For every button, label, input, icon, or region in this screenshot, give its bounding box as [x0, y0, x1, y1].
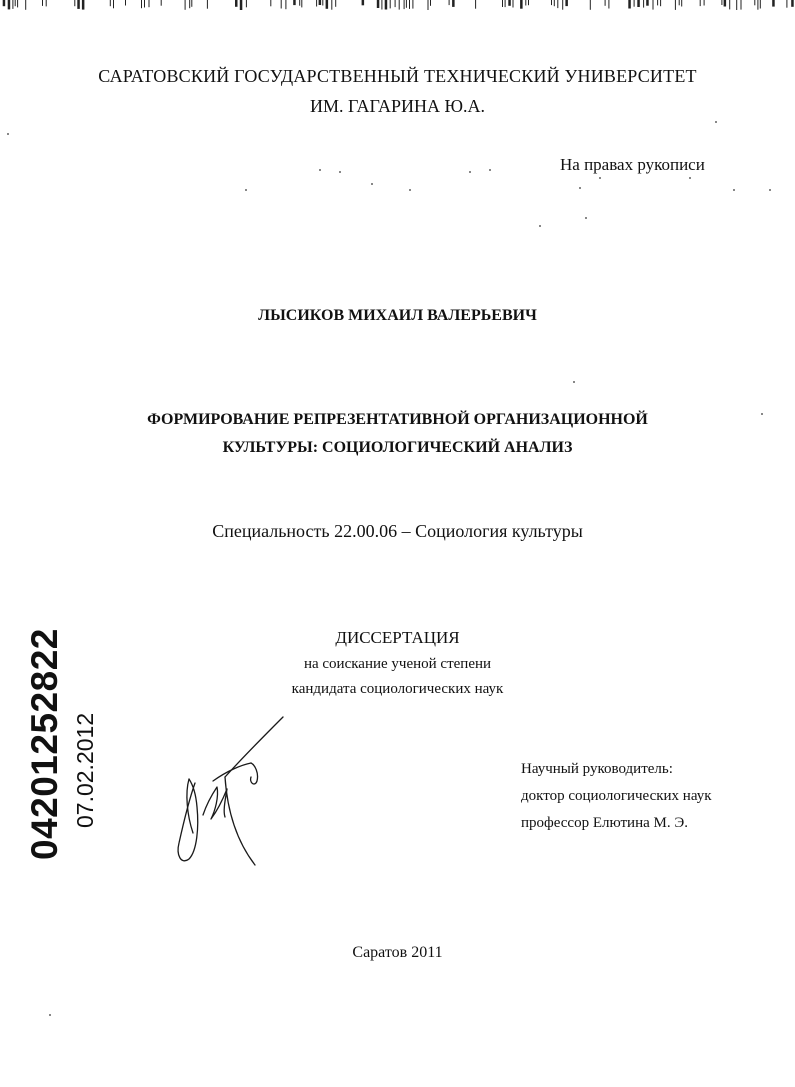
author-name: ЛЫСИКОВ МИХАИЛ ВАЛЕРЬЕВИЧ [258, 307, 537, 324]
scan-edge-marks [0, 0, 795, 10]
handwritten-signature [165, 715, 290, 870]
document-type: ДИССЕРТАЦИЯ [335, 628, 460, 647]
degree-line-2: кандидата социологических наук [291, 681, 504, 697]
specialty: Специальность 22.00.06 – Социология культуры [212, 521, 583, 541]
supervisor-name: профессор Елютина М. Э. [521, 815, 689, 831]
dissertation-title-line-1: ФОРМИРОВАНИЕ РЕПРЕЗЕНТАТИВНОЙ ОРГАНИЗАЦИОННОЙ [147, 411, 648, 428]
manuscript-rights-note: На правах рукописи [560, 155, 705, 174]
supervisor-degree: доктор социологических наук [521, 788, 712, 804]
university-name: САРАТОВСКИЙ ГОСУДАРСТВЕННЫЙ ТЕХНИЧЕСКИЙ УНИВЕРСИТЕТ [98, 66, 697, 86]
library-stamp-date: 07.02.2012 [72, 712, 98, 828]
degree-line-1: на соискание ученой степени [303, 656, 492, 672]
supervisor-label: Научный руководитель: [521, 761, 673, 777]
dissertation-title-line-2: КУЛЬТУРЫ: СОЦИОЛОГИЧЕСКИЙ АНАЛИЗ [222, 439, 573, 456]
university-name-suffix: ИМ. ГАГАРИНА Ю.А. [310, 96, 485, 116]
city-year: Саратов 2011 [352, 944, 443, 961]
library-stamp-number: 04201252822 [24, 628, 65, 860]
